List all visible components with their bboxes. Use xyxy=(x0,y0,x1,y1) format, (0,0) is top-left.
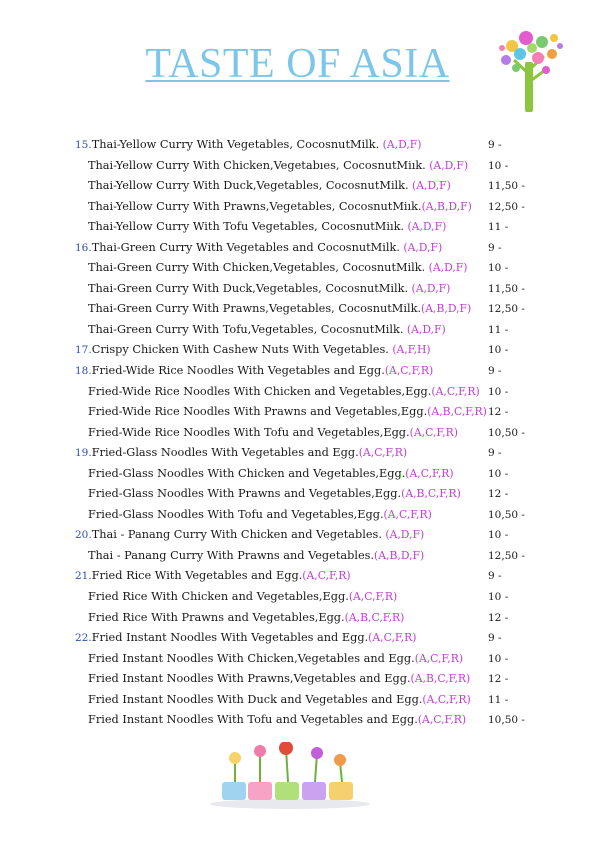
allergen-codes: (A,C,F,R) xyxy=(358,446,408,460)
dish-name: Thai - Panang Curry With Prawns and Vegetables. xyxy=(88,548,375,562)
allergen-codes: (A,D,F) xyxy=(404,220,447,234)
menu-item-text xyxy=(88,320,446,341)
menu-item xyxy=(0,382,595,403)
menu-item xyxy=(0,197,595,218)
allergen-codes: (A,B,C,F,R) xyxy=(344,610,405,624)
menu-item xyxy=(0,608,595,629)
menu-item xyxy=(0,505,595,526)
menu-item-text xyxy=(75,135,422,156)
menu-item-text xyxy=(88,156,468,177)
allergen-codes: (A,C,F,R) xyxy=(414,651,464,665)
menu-item xyxy=(0,566,595,587)
allergen-codes: (A,C,F,R) xyxy=(368,631,417,645)
allergen-codes: (A,B,D,F) xyxy=(374,548,425,562)
dish-number: 20. xyxy=(75,529,92,542)
dish-price: 10 - xyxy=(488,467,509,480)
dish-price: 9 - xyxy=(488,139,502,151)
dish-name: Thai-Yellow Curry With Chicken,Vegetabıes, CocosnutMiık. xyxy=(88,158,426,172)
menu-item-text xyxy=(88,217,446,238)
allergen-codes: (A,C,F,R) xyxy=(384,364,434,378)
dish-price: 11 - xyxy=(488,323,509,336)
menu-item xyxy=(0,443,595,464)
dish-price: 10 - xyxy=(488,652,509,665)
dish-name: Thai-Green Curry With Vegetables and CocosnutMilk. xyxy=(91,240,400,254)
menu-item xyxy=(0,402,595,423)
dish-price: 10 - xyxy=(488,529,509,542)
dish-name: Thai - Panang Curry With Chicken and Vegetables. xyxy=(91,528,382,542)
allergen-codes: (A,B,C,F,R) xyxy=(410,672,471,686)
dish-price: 9 - xyxy=(488,241,502,254)
allergen-codes: (A,D,F) xyxy=(399,240,443,254)
allergen-codes: (A,C,F,R) xyxy=(383,507,432,521)
menu-item xyxy=(0,546,595,567)
menu-item xyxy=(0,587,595,608)
allergen-codes: (A,B,C,F,R) xyxy=(427,405,487,419)
menu-item-text xyxy=(88,197,472,218)
dish-name: Crispy Chicken With Cashew Nuts With Vegetables. xyxy=(91,343,389,357)
menu-item xyxy=(0,156,595,177)
dish-number: 18. xyxy=(75,365,92,378)
dish-name: Fried-Glass Noodles With Chicken and Vegetables,Egg. xyxy=(88,466,406,480)
dish-price: 10 - xyxy=(488,344,509,357)
dish-name: Thai-Yellow Curry With Tofu Vegetables, CocosnutMiık. xyxy=(88,220,405,234)
dish-name: Fried-Wide Rice Noodles With Chicken and Vegetables,Egg. xyxy=(88,384,432,398)
menu-item-text xyxy=(88,464,454,485)
menu-item xyxy=(0,649,595,670)
menu-item xyxy=(0,464,595,485)
menu-item xyxy=(0,525,595,546)
dish-price: 12 - xyxy=(488,406,509,419)
flower-pots-icon xyxy=(200,742,380,812)
dish-name: Fried-Wide Rice Noodles With Vegetables and Egg. xyxy=(91,364,385,378)
dish-price: 10,50 - xyxy=(488,508,525,521)
dish-name: Fried Rice With Chicken and Vegetables,Egg. xyxy=(88,590,349,604)
dish-name: Fried Instant Noodles With Prawns,Vegetables and Egg. xyxy=(88,672,411,686)
menu-item xyxy=(0,710,595,731)
dish-number: 21. xyxy=(75,570,92,583)
menu-item-text xyxy=(75,566,351,587)
menu-item-text xyxy=(75,525,424,546)
dish-name: Thai-Green Curry With Chicken,Vegetables, CocosnutMilk. xyxy=(88,261,426,275)
menu-item-text xyxy=(88,176,451,197)
dish-name: Fried-Wide Rice Noodles With Prawns and Vegetables,Egg. xyxy=(88,405,428,419)
dish-price: 10,50 - xyxy=(488,426,525,439)
dish-name: Fried-Glass Noodles With Prawns and Vegetables,Egg. xyxy=(88,487,402,501)
dish-number: 16. xyxy=(75,241,92,254)
menu-item-text xyxy=(88,669,470,690)
menu-item-text xyxy=(88,505,432,526)
page-title: TASTE OF ASIA xyxy=(145,41,450,87)
dish-name: Fried Rice With Vegetables and Egg. xyxy=(91,569,303,583)
menu-item-text xyxy=(88,587,397,608)
allergen-codes: (A,D,F) xyxy=(425,158,469,172)
dish-number: 19. xyxy=(75,447,92,460)
dish-number: 15. xyxy=(75,139,92,151)
menu-item-text xyxy=(88,382,480,403)
menu-item xyxy=(0,299,595,320)
allergen-codes: (A,C,F,R) xyxy=(422,692,471,706)
menu-item xyxy=(0,340,595,361)
menu-item xyxy=(0,484,595,505)
dish-name: Thai-Green Curry With Duck,Vegetables, CocosnutMilk. xyxy=(88,281,409,295)
menu-item-text xyxy=(88,710,466,731)
menu-item-text xyxy=(88,649,463,670)
allergen-codes: (A,F,H) xyxy=(388,343,431,357)
dish-name: Thai-Yellow Curry With Duck,Vegetables, CocosnutMilk. xyxy=(88,179,409,193)
dish-name: Fried-Glass Noodles With Tofu and Vegetables,Egg. xyxy=(88,507,384,521)
menu-item-text xyxy=(75,238,442,259)
menu-item-text xyxy=(88,279,450,300)
menu-item xyxy=(0,135,595,156)
menu-item xyxy=(0,176,595,197)
dish-price: 10,50 - xyxy=(488,714,525,727)
allergen-codes: (A,C,F,R) xyxy=(348,590,398,604)
menu-item-text xyxy=(75,361,433,382)
menu-list xyxy=(0,135,595,731)
dish-price: 10 - xyxy=(488,385,509,398)
allergen-codes: (A,C,F,R) xyxy=(405,466,454,480)
menu-item-text xyxy=(88,690,471,711)
dish-name: Fried Instant Noodles With Duck and Vegetables and Egg. xyxy=(88,692,423,706)
dish-name: Fried-Wide Rice Noodles With Tofu and Vegetables,Egg. xyxy=(88,425,410,439)
dish-price: 12,50 - xyxy=(488,549,525,562)
dish-price: 10 - xyxy=(488,591,509,604)
menu-item xyxy=(0,320,595,341)
dish-price: 11 - xyxy=(488,693,509,706)
menu-item-text xyxy=(88,423,458,444)
tree-icon xyxy=(492,24,570,114)
dish-name: Thai-Green Curry With Prawns,Vegetables, CocosnutMilk. xyxy=(88,302,422,316)
allergen-codes: (A,C,F,R) xyxy=(409,425,458,439)
dish-name: Fried Instant Noodles With Chicken,Vegetables and Egg. xyxy=(88,651,415,665)
dish-price: 9 - xyxy=(488,570,502,583)
menu-item xyxy=(0,628,595,649)
dish-price: 11,50 - xyxy=(488,180,525,193)
allergen-codes: (A,C,F,R) xyxy=(417,713,467,727)
dish-price: 12,50 - xyxy=(488,303,525,316)
dish-number: 17. xyxy=(75,344,92,357)
menu-item-text xyxy=(88,608,404,629)
dish-price: 12 - xyxy=(488,611,509,624)
dish-name: Thai-Yellow Curry With Prawns,Vegetables, CocosnutMiık. xyxy=(88,199,422,213)
dish-price: 12,50 - xyxy=(488,200,525,213)
menu-item-text xyxy=(75,443,407,464)
dish-name: Fried Rice With Prawns and Vegetables,Egg. xyxy=(88,610,345,624)
menu-item xyxy=(0,669,595,690)
dish-name: Thai-Green Curry With Tofu,Vegetables, CocosnutMilk. xyxy=(88,322,404,336)
menu-item-text xyxy=(75,628,417,649)
dish-price: 10 - xyxy=(488,159,509,172)
menu-item xyxy=(0,217,595,238)
dish-number: 22. xyxy=(75,632,92,645)
allergen-codes: (A,D,F) xyxy=(425,261,468,275)
menu-item-text xyxy=(75,340,431,361)
menu-item xyxy=(0,279,595,300)
allergen-codes: (A,C,F,R) xyxy=(431,384,480,398)
dish-price: 11 - xyxy=(488,221,509,234)
dish-price: 9 - xyxy=(488,632,502,645)
allergen-codes: (A,B,D,F) xyxy=(421,199,472,213)
dish-price: 9 - xyxy=(488,447,502,460)
allergen-codes: (A,D,F) xyxy=(381,528,425,542)
dish-name: Fried Instant Noodles With Vegetables and Egg. xyxy=(91,631,369,645)
dish-price: 11,50 - xyxy=(488,282,525,295)
dish-price: 12 - xyxy=(488,488,509,501)
allergen-codes: (A,B,D,F) xyxy=(421,302,472,316)
dish-price: 12 - xyxy=(488,673,509,686)
menu-item-text xyxy=(88,484,461,505)
menu-item-text xyxy=(88,299,471,320)
menu-item xyxy=(0,238,595,259)
dish-price: 9 - xyxy=(488,365,502,378)
allergen-codes: (A,D,F) xyxy=(379,138,422,151)
dish-name: Thai-Yellow Curry With Vegetables, CocosnutMilk. xyxy=(91,138,380,151)
menu-item xyxy=(0,690,595,711)
allergen-codes: (A,C,F,R) xyxy=(302,569,351,583)
menu-item-text xyxy=(88,546,424,567)
menu-item xyxy=(0,423,595,444)
dish-name: Fried-Glass Noodles With Vegetables and Egg. xyxy=(91,446,359,460)
dish-name: Fried Instant Noodles With Tofu and Vegetables and Egg. xyxy=(88,713,418,727)
menu-item xyxy=(0,258,595,279)
allergen-codes: (A,D,F) xyxy=(403,322,446,336)
allergen-codes: (A,D,F) xyxy=(408,179,451,193)
menu-item xyxy=(0,361,595,382)
dish-price: 10 - xyxy=(488,262,509,275)
allergen-codes: (A,D,F) xyxy=(408,281,451,295)
menu-item-text xyxy=(88,402,487,423)
allergen-codes: (A,B,C,F,R) xyxy=(401,487,461,501)
menu-item-text xyxy=(88,258,468,279)
